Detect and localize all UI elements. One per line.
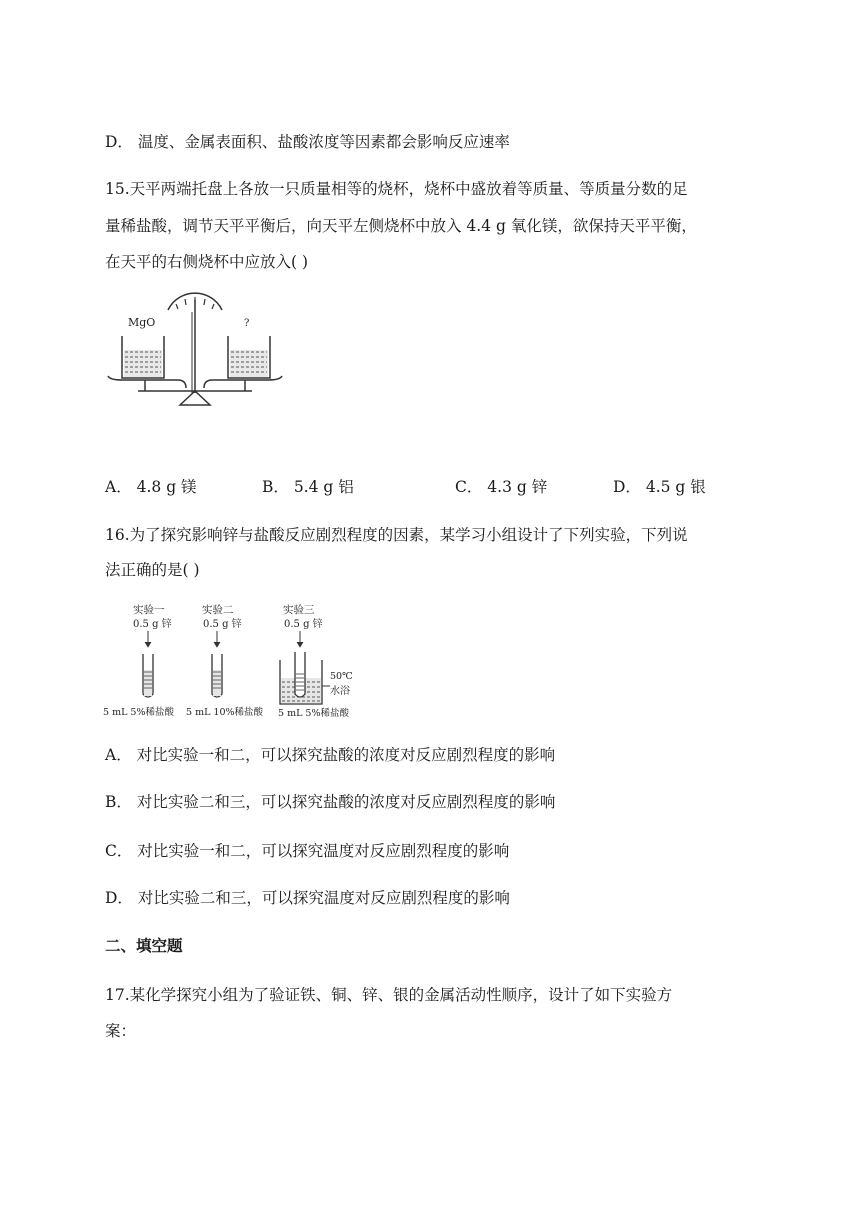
q16-option-a[interactable]: A． 对比实验一和二，可以探究盐酸的浓度对反应剧烈程度的影响 [105,746,556,764]
balance-figure [100,288,290,410]
q16-option-d[interactable]: D． 对比实验二和三，可以探究温度对反应剧烈程度的影响 [105,889,510,907]
q15-option-d[interactable]: D． 4.5 g 银 [613,478,706,496]
exp1-title: 实验一 [133,604,165,616]
q16-option-b[interactable]: B． 对比实验二和三，可以探究盐酸的浓度对反应剧烈程度的影响 [105,793,556,811]
exp1-acid: 5 mL 5%稀盐酸 [103,707,174,718]
q15-option-c[interactable]: C． 4.3 g 锌 [455,478,548,496]
q16-option-c[interactable]: C． 对比实验一和二，可以探究温度对反应剧烈程度的影响 [105,842,510,860]
q17-stem-line1: 17.某化学探究小组为了验证铁、铜、锌、银的金属活动性顺序，设计了如下实验方 [105,986,673,1004]
q15-option-b[interactable]: B． 5.4 g 铝 [262,478,354,496]
section-title: 二、填空题 [105,936,183,955]
experiment-2 [186,603,264,718]
mgo-label: MgO [128,316,156,329]
q15-stem-line2: 量稀盐酸，调节天平平衡后，向天平左侧烧杯中放入 4.4 g 氧化镁，欲保持天平平衡， [105,217,697,235]
q17-stem-line2: 案： [105,1022,137,1040]
unknown-label: ? [244,318,250,329]
exp2-zinc: 0.5 g 锌 [203,619,242,630]
q15-stem-line1: 15.天平两端托盘上各放一只质量相等的烧杯，烧杯中盛放着等质量、等质量分数的足 [105,180,688,198]
experiment-1 [103,603,174,718]
exp3-title: 实验三 [283,604,315,616]
experiment-3 [278,603,353,719]
right-beaker [228,336,270,378]
q16-stem-line2: 法正确的是( ) [105,561,200,579]
exp3-zinc: 0.5 g 锌 [284,619,323,630]
q15-option-a[interactable]: A． 4.8 g 镁 [105,478,197,496]
experiment-figure [100,598,362,722]
q15-stem-line3: 在天平的右侧烧杯中应放入( ) [105,253,309,271]
q14-option-d: D． 温度、金属表面积、盐酸浓度等因素都会影响反应速率 [105,133,510,151]
exp3-bath: 水浴 [330,686,350,697]
exp2-acid: 5 mL 10%稀盐酸 [186,707,264,718]
exp2-title: 实验二 [202,604,234,616]
q16-stem-line1: 16.为了探究影响锌与盐酸反应剧烈程度的因素，某学习小组设计了下列实验，下列说 [105,526,688,544]
exp3-temp: 50℃ [330,671,353,682]
left-beaker [122,336,164,378]
exp3-acid: 5 mL 5%稀盐酸 [278,708,349,719]
exp1-zinc: 0.5 g 锌 [133,619,172,630]
